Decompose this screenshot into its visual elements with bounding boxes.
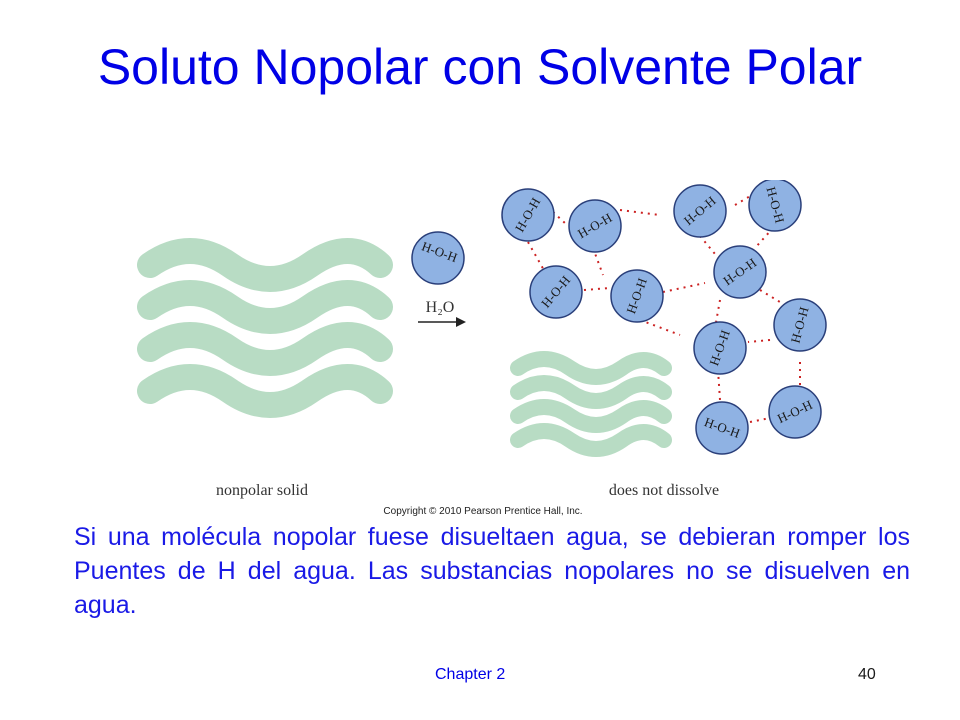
water-molecule: [769, 386, 821, 438]
water-molecule: [530, 266, 582, 318]
reaction-arrow: [418, 317, 466, 327]
water-molecule: [412, 232, 464, 284]
svg-text:H-O-H: H-O-H: [702, 414, 743, 441]
water-molecule: [696, 402, 748, 454]
water-molecule: [674, 185, 726, 237]
svg-text:H-O-H: H-O-H: [511, 195, 544, 235]
svg-text:H-O-H: H-O-H: [538, 272, 574, 311]
water-molecule: [502, 189, 554, 241]
svg-text:H-O-H: H-O-H: [774, 396, 815, 427]
solid-layer: [518, 431, 664, 449]
page-number: 40: [858, 666, 876, 683]
svg-text:H-O-H: H-O-H: [419, 238, 460, 266]
water-molecule: [569, 200, 621, 252]
svg-text:H-O-H: H-O-H: [575, 209, 615, 242]
water-molecule: [611, 270, 663, 322]
solid-layer: [150, 251, 380, 279]
right-caption: does not dissolve: [608, 482, 720, 499]
solid-layer: [150, 335, 380, 363]
svg-text:H-O-H: H-O-H: [787, 305, 812, 345]
undissolved-solid: [518, 359, 664, 449]
svg-text:H-O-H: H-O-H: [623, 275, 650, 316]
left-caption: nonpolar solid: [216, 482, 308, 499]
solid-layer: [518, 407, 664, 425]
footer-chapter: Chapter 2: [435, 666, 506, 683]
body-paragraph: Si una molécula nopolar fuese disueltaen agua, se debieran romper los Puentes de H del agua. Las substancias nopolares no se disuelven en agua.: [74, 523, 910, 619]
water-molecule: [714, 246, 766, 298]
water-molecule: [749, 180, 801, 231]
slide-title: Soluto Nopolar con Solvente Polar: [97, 39, 863, 95]
svg-text:H-O-H: H-O-H: [680, 193, 719, 229]
solid-layer: [150, 293, 380, 321]
svg-text:H-O-H: H-O-H: [720, 254, 760, 289]
solid-layer: [150, 377, 380, 405]
svg-text:H-O-H: H-O-H: [706, 327, 733, 368]
water-molecule: [774, 299, 826, 351]
svg-text:H-O-H: H-O-H: [763, 185, 788, 225]
nonpolar-solid: [150, 251, 380, 405]
solid-layer: [518, 359, 664, 377]
copyright-notice: Copyright © 2010 Pearson Prentice Hall, Inc.: [383, 506, 583, 517]
solid-layer: [518, 383, 664, 401]
dissolution-figure: [120, 180, 860, 525]
arrow-label: H₂O: [425, 299, 455, 316]
water-molecule: [694, 322, 746, 374]
